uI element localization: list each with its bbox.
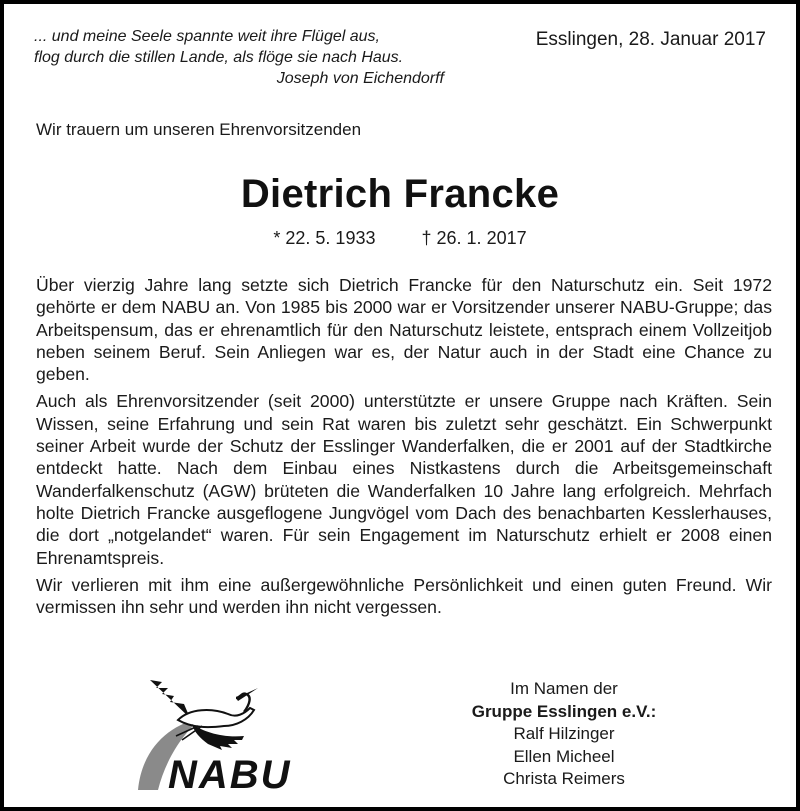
quote-author: Joseph von Eichendorff bbox=[276, 70, 444, 87]
logo-text: NABU bbox=[168, 753, 292, 794]
signature-organization: Gruppe Esslingen e.V.: bbox=[471, 701, 657, 721]
paragraph: Über vierzig Jahre lang setzte sich Dietrich Francke für den Naturschutz ein. Seit 1972 gehörte er dem NABU an. Von 1985 bis 2000 war er Vorsitzender unserer NABU-Gruppe; das Arbeitspensum, das er ehrenamtlich für den Naturschutz leistete, entsprach einem Vollzeitjob neben seinem Beruf. Sein Anliegen war es, der Natur auch in der Stadt eine Chance zu geben. bbox=[36, 275, 772, 385]
signer-name: Ralf Hilzinger bbox=[513, 724, 615, 743]
birth-date: * 22. 5. 1933 bbox=[273, 228, 376, 248]
signature-prefix: Im Namen der bbox=[510, 679, 618, 698]
obituary-body bbox=[36, 274, 772, 623]
intro-text: Wir trauern um unseren Ehrenvorsitzenden bbox=[36, 120, 362, 139]
paragraph: Wir verlieren mit ihm eine außergewöhnliche Persönlichkeit und einen guten Freund. Wir vermissen ihn sehr und werden ihn nicht vergessen. bbox=[36, 574, 772, 618]
eichendorff-quote bbox=[34, 26, 444, 89]
quote-line-1: ... und meine Seele spannte weit ihre Flügel aus, bbox=[34, 28, 380, 45]
nabu-logo bbox=[132, 674, 312, 794]
signature-block bbox=[444, 678, 684, 791]
paragraph: Auch als Ehrenvorsitzender (seit 2000) unterstützte er unsere Gruppe nach Kräften. Sein Wissen, seine Erfahrung und sein Rat waren bis zuletzt sehr geschätzt. Ein Schwerpunkt seiner Arbeit wurde der Schutz der Esslinger Wanderfalken, die er 2001 auf der Stadtkirche entdeckt hatte. Nach dem Einbau eines Nistkastens durch die Arbeitsgemeinschaft Wanderfalkenschutz (AGW) brüteten die Wanderfalken 10 Jahre lang erfolgreich. Mehrfach holte Dietrich Francke ausgeflogene Jungvögel vom Dach des benachbarten Kesslerhauses, die dort „notgelandet“ waren. Für sein Engagement im Naturschutz erhielt er 2008 einen Ehrenamtspreis. bbox=[36, 391, 772, 568]
quote-line-2: flog durch die stillen Lande, als flöge sie nach Haus. bbox=[34, 49, 404, 66]
signer-name: Ellen Micheel bbox=[513, 746, 615, 766]
place-and-date: Esslingen, 28. Januar 2017 bbox=[535, 29, 766, 50]
signer-name: Christa Reimers bbox=[503, 769, 625, 788]
deceased-name: Dietrich Francke bbox=[240, 172, 560, 216]
death-date: † 26. 1. 2017 bbox=[421, 228, 527, 248]
life-dates bbox=[4, 228, 796, 249]
